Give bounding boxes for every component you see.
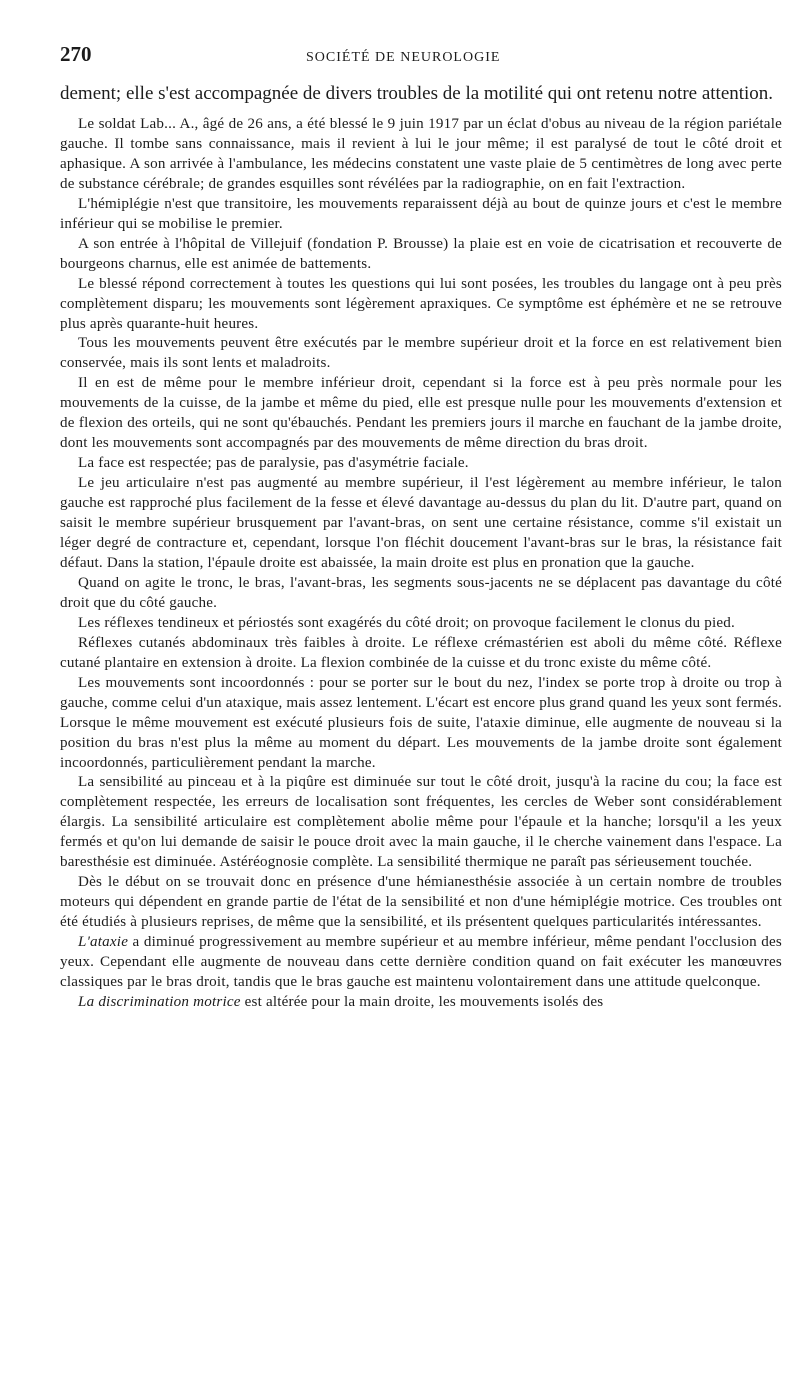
paragraph: Il en est de même pour le membre inférieur droit, cependant si la force est à peu près normale pour les mouvements de la cuisse, de la jambe et même du pied, elle est presque nulle pour les mouvements d'extension et de flexion des orteils, qui ne sont qu'ébauchés. Pendant les premiers jours il marche en fauchant de la jambe droite, dont les mouvements sont accompagnés par des mouvements de même direction du bras droit. (60, 375, 782, 452)
paragraph: Le soldat Lab... A., âgé de 26 ans, a été blessé le 9 juin 1917 par un éclat d'obus au niveau de la région pariétale gauche. Il tombe sans connaissance, mais il revient à lui le jour même; il est paralysé de tout le côté droit et aphasique. A son arrivée à l'ambulance, les médecins constatent une vaste plaie de 5 centimètres de long avec perte de substance cérébrale; de grandes esquilles sont révélées par la radiographie, on en fait l'extraction. (60, 116, 782, 192)
paragraph-discrimination (60, 993, 782, 1013)
body-text (60, 115, 782, 1013)
paragraph: Les mouvements sont incoordonnés : pour se porter sur le bout du nez, l'index se porte trop à droite ou trop à gauche, comme celui d'un ataxique, mais assez lentement. L'écart est encore plus grand quand les yeux sont fermés. Lorsque le même mouvement est exécuté plusieurs fois de suite, l'ataxie diminue, elle augmente de nouveau si la position du bras n'est plus la même au moment du départ. Les mouvements de la jambe droite sont également incoordonnés, particulièrement pendant la marche. (60, 674, 782, 771)
paragraph-ataxie (60, 933, 782, 993)
paragraph-text: a diminué progressivement au membre supérieur et au membre inférieur, même pendant l'occlusion des yeux. Cependant elle augmente de nouveau dans cette dernière condition quand on fait exécuter les manœuvres classiques par le bras droit, tandis que le bras gauche est maintenu volontairement dans une attitude quelconque. (60, 934, 782, 990)
running-head: SOCIÉTÉ DE NEUROLOGIE (306, 50, 501, 65)
paragraph: Les réflexes tendineux et périostés sont exagérés du côté droit; on provoque facilement le clonus du pied. (78, 614, 736, 631)
page-header (60, 42, 782, 72)
page-number: 270 (60, 42, 92, 66)
italic-term: L'ataxie (78, 934, 129, 951)
paragraph: Le blessé répond correctement à toutes les questions qui lui sont posées, les troubles du langage ont à peu près complètement disparu; les mouvements sont légèrement apraxiques. Ce symptôme est éphémère et ne se retrouve plus après quarante-huit heures. (60, 275, 782, 332)
paragraph: A son entrée à l'hôpital de Villejuif (fondation P. Brousse) la plaie est en voie de cicatrisation et recouverte de bourgeons charnus, elle est animée de battements. (60, 235, 782, 272)
paragraph: Quand on agite le tronc, le bras, l'avant-bras, les segments sous-jacents ne se déplacent pas davantage du côté droit que du côté gauche. (60, 574, 782, 611)
intro-paragraph: dement; elle s'est accompagnée de divers troubles de la motilité qui ont retenu notre attention. (60, 83, 774, 104)
paragraph: La sensibilité au pinceau et à la piqûre est diminuée sur tout le côté droit, jusqu'à la racine du cou; la face est complètement respectée, les erreurs de localisation sont fréquentes, les cercles de Weber sont considérablement élargis. La sensibilité articulaire est complètement abolie même pour l'épaule et la hanche; lorsqu'il a les yeux fermés et qu'on lui demande de saisir le pouce droit avec la main gauche, il le cherche vainement dans l'espace. La baresthésie est diminuée. Astéréognosie complète. La sensibilité thermique ne paraît pas sérieusement touchée. (60, 774, 782, 871)
paragraph: La face est respectée; pas de paralysie, pas d'asymétrie faciale. (78, 455, 469, 472)
paragraph: Le jeu articulaire n'est pas augmenté au membre supérieur, il l'est légèrement au membre inférieur, le talon gauche est rapproché plus facilement de la fesse et élevé davantage au-dessus du plan du lit. D'autre part, quand on saisit le membre supérieur brusquement par l'avant-bras, on sent une certaine résistance, comme s'il existait un léger degré de contracture et, cependant, lorsque l'on fléchit doucement l'avant-bras sur le bras, la résistance fait défaut. Dans la station, l'épaule droite est abaissée, la main droite est plus en pronation que la gauche. (60, 475, 782, 571)
paragraph: Dès le début on se trouvait donc en présence d'une hémianesthésie associée à un certain nombre de troubles moteurs qui dépendent en grande partie de l'état de la sensibilité et non d'une hémiplégie motrice. Ces troubles ont été étudiés à plusieurs reprises, de même que la sensibilité, et ils présentent quelques particularités intéressantes. (60, 874, 782, 931)
paragraph: Tous les mouvements peuvent être exécutés par le membre supérieur droit et la force en est relativement bien conservée, mais ils sont lents et maladroits. (60, 335, 782, 372)
italic-term: La discrimination motrice (78, 993, 241, 1010)
paragraph: Réflexes cutanés abdominaux très faibles à droite. Le réflexe crémastérien est aboli du même côté. Réflexe cutané plantaire en extension à droite. La flexion combinée de la cuisse et du tronc existe du même côté. (60, 634, 782, 671)
document-page (60, 42, 782, 1013)
paragraph: L'hémiplégie n'est que transitoire, les mouvements reparaissent déjà au bout de quinze jours et c'est le membre inférieur qui se mobilise le premier. (60, 195, 782, 232)
paragraph-text: est altérée pour la main droite, les mouvements isolés des (240, 993, 604, 1010)
